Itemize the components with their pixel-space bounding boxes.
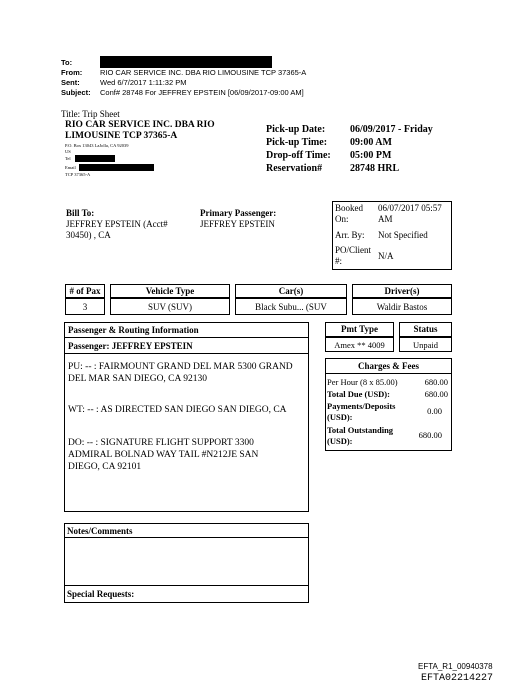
pmt-type-label: Pmt Type [341, 324, 378, 334]
footer-ref1: EFTA_R1_00940378 [418, 662, 493, 671]
driver-value: Waldir Bastos [376, 302, 428, 312]
special-requests-label: Special Requests: [67, 589, 135, 599]
company-name-line2: LIMOUSINE TCP 37365-A [65, 131, 178, 141]
subject-value: Conf# 28748 For JEFFREY EPSTEIN [06/09/2017-09:00 AM] [100, 88, 304, 97]
pickup-line2: DEL MAR SAN DIEGO, CA 92130 [68, 374, 207, 384]
status-value: Unpaid [412, 340, 439, 350]
payments-label-line2: (USD): [327, 412, 353, 422]
company-tcp: TCP 37365-A [65, 172, 91, 177]
outstanding-value: 680.00 [418, 430, 442, 440]
dropoff-line1: DO: -- : SIGNATURE FLIGHT SUPPORT 3300 [68, 438, 254, 448]
tel-redaction [75, 155, 115, 162]
waiting-line: WT: -- : AS DIRECTED SAN DIEGO SAN DIEGO, CA [68, 405, 287, 415]
email-redaction [79, 164, 154, 171]
header-drivers: Driver(s) [384, 286, 420, 296]
arr-by-label: Arr. By: [335, 230, 365, 240]
po-label-line1: PO/Client [335, 245, 372, 255]
sent-label: Sent: [61, 78, 80, 87]
dropoff-time-value: 05:00 PM [350, 150, 392, 161]
charges-divider [325, 373, 452, 374]
outstanding-label-line2: (USD): [327, 436, 353, 446]
per-hour-label: Per Hour (8 x 85.00) [327, 377, 398, 387]
bill-to-line2: 30450) , CA [66, 230, 111, 240]
dropoff-line2: ADMIRAL BOLNAD WAY TAIL #N212JE SAN [68, 450, 259, 460]
header-cars: Car(s) [278, 286, 304, 296]
dropoff-line3: DIEGO, CA 92101 [68, 462, 142, 472]
po-value: N/A [378, 251, 394, 261]
company-country: US [65, 149, 71, 154]
po-label-line2: #: [335, 256, 343, 266]
document-title: Title: Trip Sheet [61, 109, 120, 119]
from-label: From: [61, 68, 83, 77]
subject-label: Subject: [61, 88, 91, 97]
bill-to-line1: JEFFREY EPSTEIN (Acct# [66, 219, 168, 229]
primary-passenger-value: JEFFREY EPSTEIN [200, 219, 275, 229]
pickup-line1: PU: -- : FAIRMOUNT GRAND DEL MAR 5300 GRAND [68, 362, 293, 372]
payments-value: 0.00 [427, 406, 442, 416]
company-tel-label: Tel [65, 156, 71, 161]
company-address: P.O. Box 13043 LaJolla, CA 92039 [65, 143, 129, 148]
routing-divider [64, 353, 309, 354]
reservation-label: Reservation# [266, 163, 323, 174]
reservation-value: 28748 HRL [350, 163, 400, 174]
total-due-label: Total Due (USD): [327, 389, 390, 399]
routing-divider [64, 337, 309, 338]
footer-ref2: EFTA02214227 [421, 673, 494, 684]
booked-value-line1: 06/07/2017 05:57 [378, 203, 442, 213]
status-label: Status [413, 324, 438, 334]
primary-passenger-label: Primary Passenger: [200, 208, 277, 218]
company-email-label: Email [65, 165, 76, 170]
arr-by-value: Not Specified [378, 230, 428, 240]
booked-label: Booked [335, 203, 363, 213]
notes-header: Notes/Comments [67, 526, 133, 536]
total-due-value: 680.00 [424, 389, 448, 399]
notes-divider [64, 585, 309, 586]
sent-value: Wed 6/7/2017 1:11:32 PM [100, 78, 187, 87]
to-label: To: [61, 58, 73, 67]
bill-to-label: Bill To: [66, 208, 95, 218]
routing-passenger: Passenger: JEFFREY EPSTEIN [68, 341, 193, 351]
pmt-type-value: Amex ** 4009 [334, 340, 385, 350]
booked-value-line2: AM [378, 214, 393, 224]
outstanding-label-line1: Total Outstanding [327, 425, 394, 435]
vehicle-type-value: SUV (SUV) [147, 302, 193, 312]
per-hour-value: 680.00 [424, 377, 448, 387]
dropoff-time-label: Drop-off Time: [266, 150, 331, 161]
charges-header: Charges & Fees [358, 361, 419, 371]
pickup-time-label: Pick-up Time: [266, 137, 328, 148]
payments-label-line1: Payments/Deposits [327, 401, 396, 411]
pickup-time-value: 09:00 AM [350, 137, 392, 148]
notes-divider [64, 537, 309, 538]
booked-on-label: On: [335, 214, 349, 224]
car-value: Black Subu... (SUV [255, 302, 327, 312]
header-pax: # of Pax [69, 286, 101, 296]
header-vehicle-type: Vehicle Type [145, 286, 195, 296]
to-redaction [100, 56, 272, 68]
pax-count: 3 [82, 302, 88, 312]
routing-header: Passenger & Routing Information [68, 325, 199, 335]
pickup-date-label: Pick-up Date: [266, 124, 326, 135]
company-name-line1: RIO CAR SERVICE INC. DBA RIO [65, 120, 215, 130]
pickup-date-value: 06/09/2017 - Friday [350, 124, 433, 135]
from-value: RIO CAR SERVICE INC. DBA RIO LIMOUSINE TCP 37365-A [100, 68, 307, 77]
